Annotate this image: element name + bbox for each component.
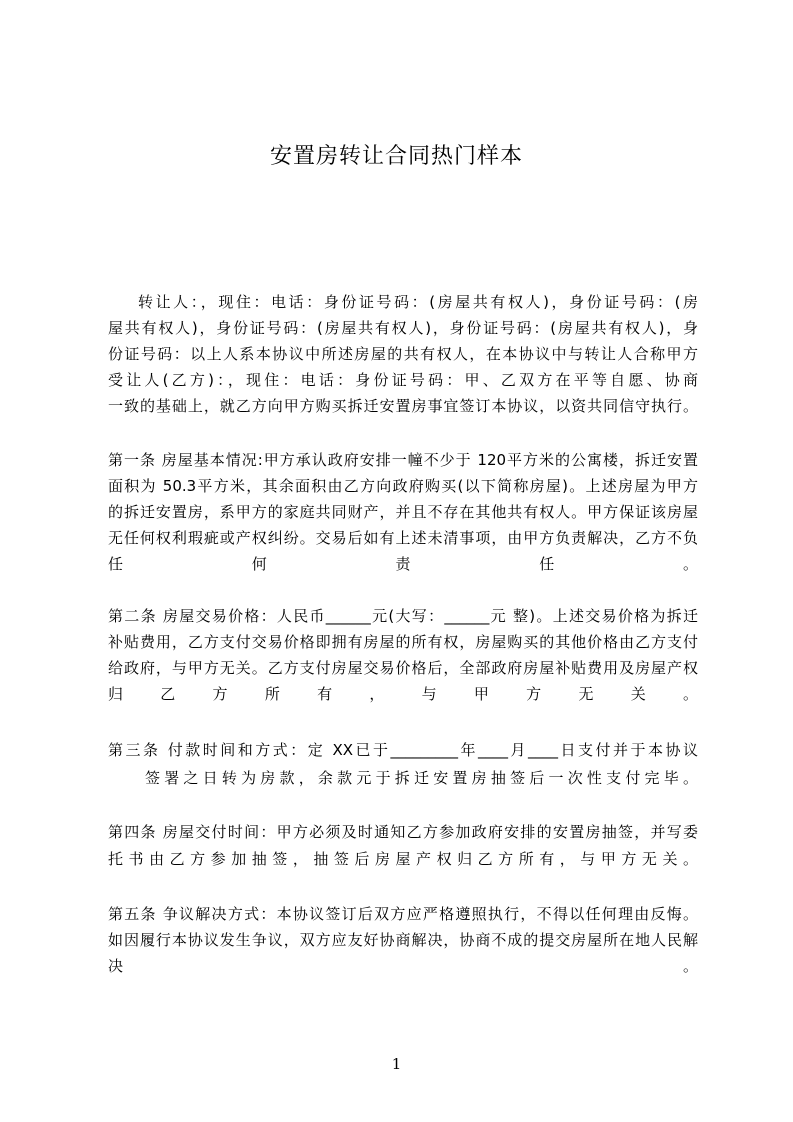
paragraph-line: 补贴费用，乙方支付交易价格即拥有房屋的所有权，房屋购买的其他价格由乙方支付: [108, 633, 698, 651]
paragraph-line: 归乙方所有，与甲方无关。: [108, 685, 698, 703]
paragraph-line: 决。: [108, 957, 698, 975]
paragraph-line: 无任何权利瑕疵或产权纠纷。交易后如有上述未清事项，由甲方负责解决，乙方不负: [108, 529, 698, 547]
paragraph-line: 的拆迁安置房，系甲方的家庭共同财产，并且不存在其他共有权人。甲方保证该房屋: [108, 503, 698, 521]
paragraph-line: 转让人：，现住：电话：身份证号码：(房屋共有权人)，身份证号码：(房: [138, 293, 698, 311]
paragraph-line: 第二条 房屋交易价格：人民币______元(大写：______元 整)。上述交易价格为拆迁: [108, 607, 698, 625]
paragraph-line: 托书由乙方参加抽签，抽签后房屋产权归乙方所有，与甲方无关。: [108, 850, 698, 868]
paragraph-line: 第五条 争议解决方式：本协议签订后双方应严格遵照执行，不得以任何理由反悔。: [108, 905, 698, 923]
paragraph-line: 任何责任。: [108, 555, 698, 573]
paragraph-line: 签署之日转为房款，余款元于拆迁安置房抽签后一次性支付完毕。: [145, 769, 698, 787]
paragraph-line: 份证号码：以上人系本协议中所述房屋的共有权人，在本协议中与转让人合称甲方: [108, 345, 698, 363]
paragraph-line: 面积为 50.3平方米，其余面积由乙方向政府购买(以下简称房屋)。上述房屋为甲方: [108, 477, 698, 495]
paragraph-line: 给政府，与甲方无关。乙方支付房屋交易价格后，全部政府房屋补贴费用及房屋产权: [108, 659, 698, 677]
paragraph-line: 第三条 付款时间和方式：定 XX已于_________年____月____日支付并于本协议: [108, 741, 698, 759]
document-title: 安置房转让合同热门样本: [269, 144, 523, 169]
paragraph-line: 第一条 房屋基本情况:甲方承认政府安排一幢不少于 120平方米的公寓楼，拆迁安置: [108, 451, 698, 469]
paragraph-line: 第四条 房屋交付时间：甲方必须及时通知乙方参加政府安排的安置房抽签，并写委: [108, 823, 698, 841]
paragraph-line: 屋共有权人)，身份证号码：(房屋共有权人)，身份证号码：(房屋共有权人)，身: [108, 319, 698, 337]
paragraph-line: 如因履行本协议发生争议，双方应友好协商解决，协商不成的提交房屋所在地人民解: [108, 931, 698, 949]
paragraph-line: 受让人(乙方)：，现住：电话：身份证号码：甲、乙双方在平等自愿、协商: [108, 371, 698, 389]
paragraph-line: 一致的基础上，就乙方向甲方购买拆迁安置房事宜签订本协议，以资共同信守执行。: [108, 397, 698, 415]
page-number: 1: [391, 1055, 402, 1073]
